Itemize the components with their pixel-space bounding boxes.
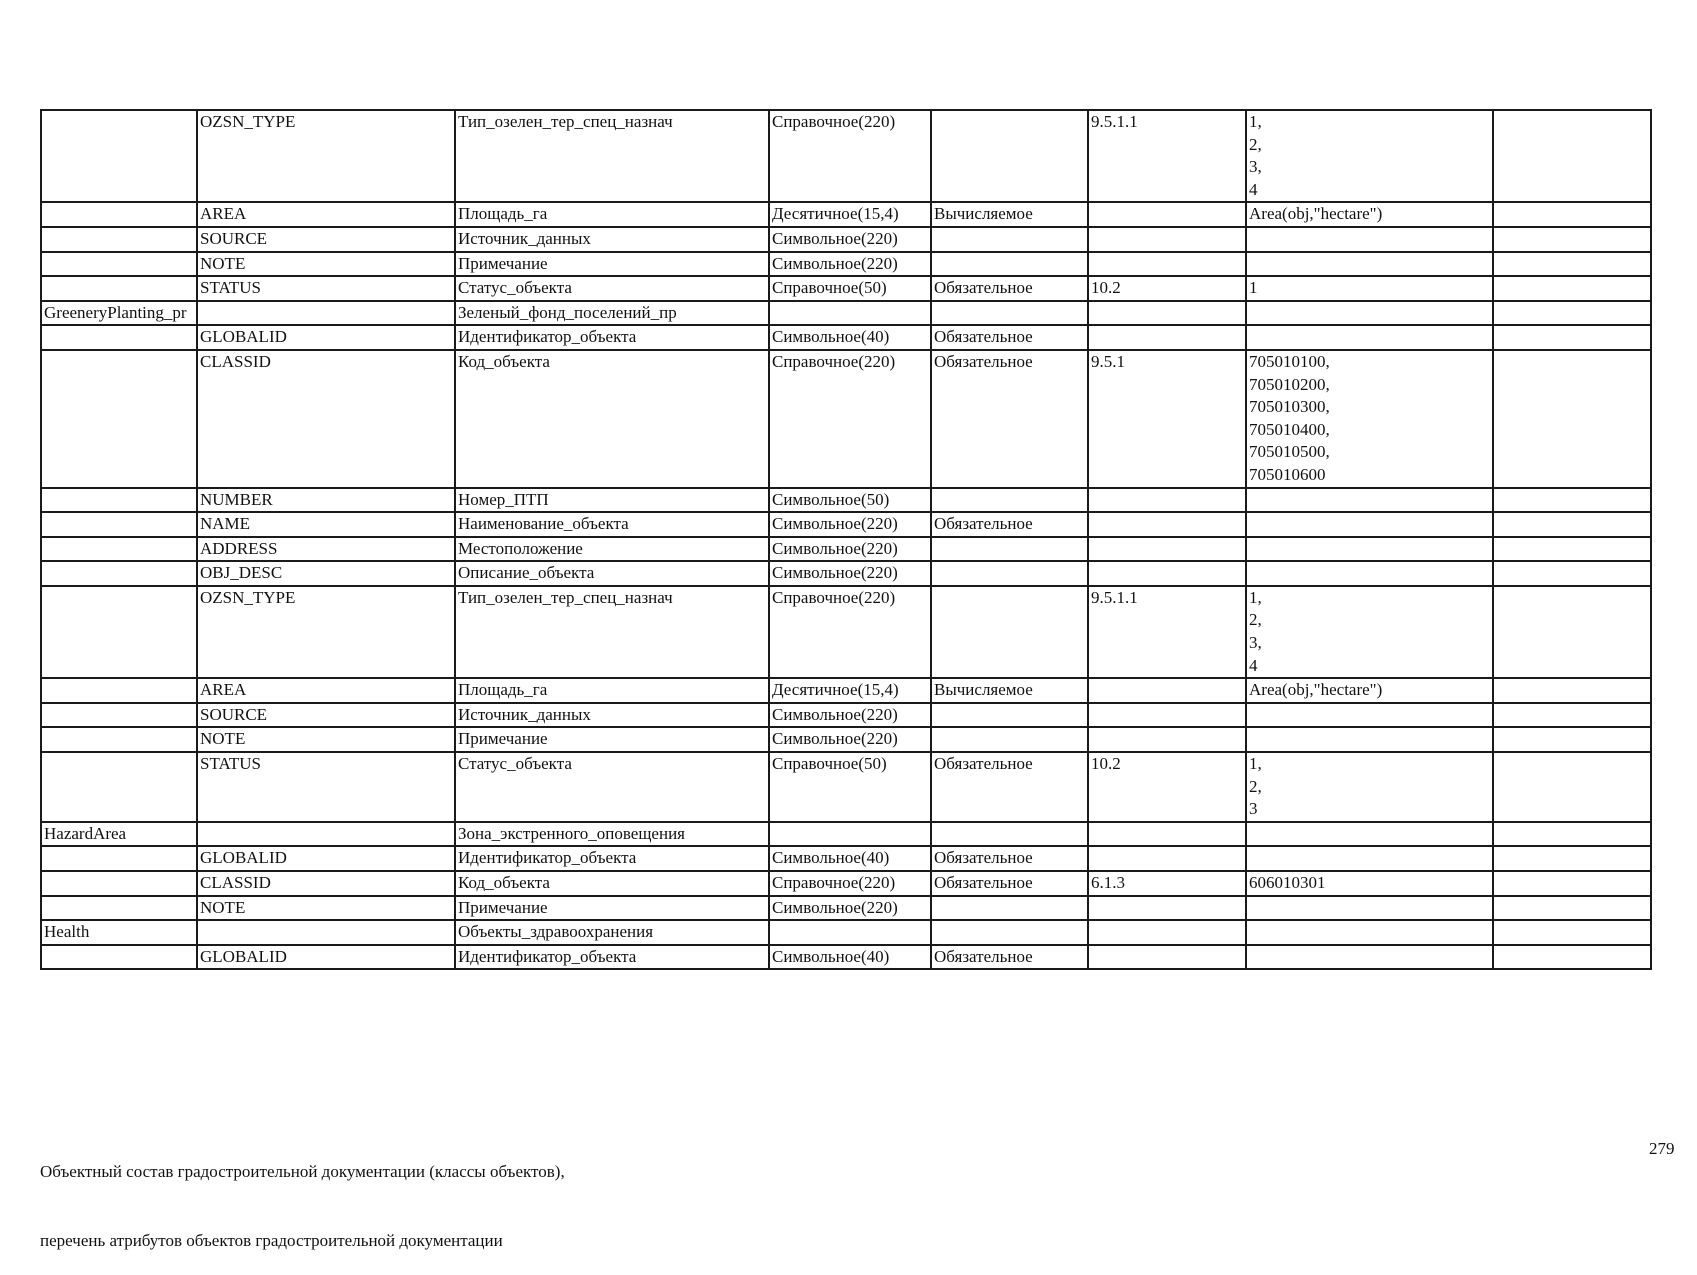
requirement-cell: Обязательное [931,871,1088,896]
table-row [41,325,1651,350]
field-name-cell: SOURCE [197,703,455,728]
class-name-cell [41,871,197,896]
class-name-cell [41,252,197,277]
values-cell: Area(obj,"hectare") [1246,678,1493,703]
field-type-cell: Десятичное(15,4) [769,202,931,227]
field-alias-cell: Код_объекта [455,350,769,488]
values-cell [1246,822,1493,847]
field-alias-cell: Номер_ПТП [455,488,769,513]
field-alias-cell: Площадь_га [455,678,769,703]
field-type-cell [769,822,931,847]
field-alias-cell: Наименование_объекта [455,512,769,537]
field-type-cell [769,301,931,326]
section-ref-cell [1088,252,1246,277]
field-name-cell: SOURCE [197,227,455,252]
values-cell [1246,727,1493,752]
footer-line-1: Объектный состав градостроительной документации (классы объектов), [40,1162,565,1181]
field-type-cell: Справочное(50) [769,752,931,822]
field-name-cell [197,920,455,945]
notes-cell [1493,276,1651,301]
requirement-cell [931,537,1088,562]
field-name-cell: AREA [197,202,455,227]
notes-cell [1493,920,1651,945]
table-row [41,822,1651,847]
field-type-cell: Символьное(220) [769,512,931,537]
requirement-cell [931,586,1088,678]
requirement-cell: Вычисляемое [931,678,1088,703]
values-cell [1246,301,1493,326]
section-ref-cell [1088,822,1246,847]
requirement-cell [931,227,1088,252]
field-type-cell: Справочное(220) [769,586,931,678]
table-row [41,488,1651,513]
field-type-cell: Символьное(220) [769,537,931,562]
table-row [41,301,1651,326]
field-name-cell: NOTE [197,896,455,921]
requirement-cell: Обязательное [931,945,1088,970]
section-ref-cell [1088,512,1246,537]
notes-cell [1493,703,1651,728]
section-ref-cell [1088,488,1246,513]
section-ref-cell [1088,846,1246,871]
table-row [41,252,1651,277]
section-ref-cell [1088,945,1246,970]
values-cell: 606010301 [1246,871,1493,896]
notes-cell [1493,945,1651,970]
requirement-cell: Вычисляемое [931,202,1088,227]
notes-cell [1493,227,1651,252]
field-name-cell [197,301,455,326]
requirement-cell: Обязательное [931,512,1088,537]
field-alias-cell: Местоположение [455,537,769,562]
field-alias-cell: Статус_объекта [455,752,769,822]
values-cell [1246,561,1493,586]
section-ref-cell [1088,896,1246,921]
table-row [41,678,1651,703]
field-alias-cell: Примечание [455,896,769,921]
table-row [41,110,1651,202]
field-type-cell: Символьное(220) [769,561,931,586]
field-alias-cell: Примечание [455,727,769,752]
field-alias-cell: Идентификатор_объекта [455,846,769,871]
field-alias-cell: Источник_данных [455,227,769,252]
values-cell: 1, 2, 3 [1246,752,1493,822]
notes-cell [1493,325,1651,350]
section-ref-cell: 10.2 [1088,752,1246,822]
table-row [41,920,1651,945]
values-cell [1246,945,1493,970]
notes-cell [1493,871,1651,896]
field-alias-cell: Идентификатор_объекта [455,325,769,350]
class-name-cell [41,678,197,703]
class-name-cell [41,512,197,537]
class-name-cell [41,537,197,562]
field-type-cell: Справочное(220) [769,871,931,896]
field-name-cell: NAME [197,512,455,537]
field-type-cell: Справочное(50) [769,276,931,301]
section-ref-cell [1088,325,1246,350]
requirement-cell: Обязательное [931,752,1088,822]
requirement-cell [931,703,1088,728]
field-name-cell: CLASSID [197,871,455,896]
field-type-cell: Символьное(40) [769,846,931,871]
field-alias-cell: Статус_объекта [455,276,769,301]
field-type-cell: Символьное(40) [769,945,931,970]
requirement-cell [931,822,1088,847]
notes-cell [1493,846,1651,871]
field-name-cell: NOTE [197,727,455,752]
field-name-cell [197,822,455,847]
class-name-cell [41,945,197,970]
table-row [41,537,1651,562]
field-name-cell: STATUS [197,752,455,822]
class-name-cell: GreeneryPlanting_pr [41,301,197,326]
requirement-cell: Обязательное [931,325,1088,350]
values-cell [1246,227,1493,252]
field-type-cell: Десятичное(15,4) [769,678,931,703]
notes-cell [1493,202,1651,227]
requirement-cell: Обязательное [931,846,1088,871]
class-name-cell [41,846,197,871]
class-name-cell [41,752,197,822]
section-ref-cell [1088,227,1246,252]
field-type-cell [769,920,931,945]
field-alias-cell: Примечание [455,252,769,277]
requirement-cell: Обязательное [931,276,1088,301]
requirement-cell [931,896,1088,921]
notes-cell [1493,586,1651,678]
attributes-table-body [41,110,1651,969]
values-cell [1246,325,1493,350]
class-name-cell [41,325,197,350]
section-ref-cell [1088,301,1246,326]
table-row [41,512,1651,537]
table-row [41,871,1651,896]
requirement-cell [931,488,1088,513]
section-ref-cell: 9.5.1.1 [1088,586,1246,678]
table-row [41,350,1651,488]
class-name-cell [41,561,197,586]
requirement-cell [931,301,1088,326]
field-alias-cell: Источник_данных [455,703,769,728]
field-type-cell: Символьное(220) [769,727,931,752]
section-ref-cell [1088,727,1246,752]
field-type-cell: Справочное(220) [769,350,931,488]
class-name-cell: HazardArea [41,822,197,847]
notes-cell [1493,110,1651,202]
field-type-cell: Символьное(50) [769,488,931,513]
requirement-cell [931,252,1088,277]
notes-cell [1493,350,1651,488]
section-ref-cell: 9.5.1 [1088,350,1246,488]
values-cell: 1, 2, 3, 4 [1246,110,1493,202]
field-alias-cell: Тип_озелен_тер_спец_назнач [455,110,769,202]
notes-cell [1493,752,1651,822]
field-type-cell: Символьное(220) [769,703,931,728]
notes-cell [1493,822,1651,847]
table-row [41,752,1651,822]
section-ref-cell [1088,561,1246,586]
field-name-cell: GLOBALID [197,945,455,970]
class-name-cell [41,703,197,728]
class-name-cell [41,896,197,921]
values-cell: 1, 2, 3, 4 [1246,586,1493,678]
class-name-cell: Health [41,920,197,945]
values-cell: 705010100, 705010200, 705010300, 705010400, 705010500, 705010600 [1246,350,1493,488]
notes-cell [1493,561,1651,586]
field-type-cell: Символьное(220) [769,252,931,277]
field-name-cell: OZSN_TYPE [197,110,455,202]
class-name-cell [41,727,197,752]
table-row [41,945,1651,970]
values-cell [1246,703,1493,728]
values-cell [1246,920,1493,945]
requirement-cell [931,727,1088,752]
field-name-cell: AREA [197,678,455,703]
table-row [41,846,1651,871]
document-footer [40,1114,565,1275]
section-ref-cell [1088,202,1246,227]
requirement-cell [931,920,1088,945]
class-name-cell [41,586,197,678]
field-alias-cell: Описание_объекта [455,561,769,586]
section-ref-cell [1088,537,1246,562]
field-alias-cell: Зеленый_фонд_поселений_пр [455,301,769,326]
class-name-cell [41,488,197,513]
field-alias-cell: Идентификатор_объекта [455,945,769,970]
table-row [41,586,1651,678]
requirement-cell [931,561,1088,586]
field-alias-cell: Код_объекта [455,871,769,896]
attributes-table [40,109,1652,970]
notes-cell [1493,678,1651,703]
notes-cell [1493,252,1651,277]
table-row [41,561,1651,586]
footer-line-2: перечень атрибутов объектов градостроительной документации [40,1231,503,1250]
field-alias-cell: Зона_экстренного_оповещения [455,822,769,847]
values-cell [1246,512,1493,537]
notes-cell [1493,727,1651,752]
notes-cell [1493,488,1651,513]
section-ref-cell: 9.5.1.1 [1088,110,1246,202]
section-ref-cell [1088,920,1246,945]
class-name-cell [41,350,197,488]
field-alias-cell: Объекты_здравоохранения [455,920,769,945]
field-name-cell: NOTE [197,252,455,277]
field-type-cell: Символьное(40) [769,325,931,350]
section-ref-cell: 6.1.3 [1088,871,1246,896]
field-name-cell: GLOBALID [197,325,455,350]
class-name-cell [41,202,197,227]
field-type-cell: Символьное(220) [769,227,931,252]
section-ref-cell [1088,678,1246,703]
values-cell: Area(obj,"hectare") [1246,202,1493,227]
class-name-cell [41,110,197,202]
table-row [41,202,1651,227]
field-name-cell: CLASSID [197,350,455,488]
field-name-cell: GLOBALID [197,846,455,871]
notes-cell [1493,512,1651,537]
values-cell [1246,846,1493,871]
field-name-cell: ADDRESS [197,537,455,562]
values-cell [1246,896,1493,921]
table-row [41,227,1651,252]
section-ref-cell: 10.2 [1088,276,1246,301]
values-cell: 1 [1246,276,1493,301]
table-row [41,703,1651,728]
class-name-cell [41,227,197,252]
field-type-cell: Символьное(220) [769,896,931,921]
values-cell [1246,537,1493,562]
requirement-cell [931,110,1088,202]
field-name-cell: NUMBER [197,488,455,513]
field-alias-cell: Площадь_га [455,202,769,227]
section-ref-cell [1088,703,1246,728]
table-row [41,896,1651,921]
class-name-cell [41,276,197,301]
notes-cell [1493,537,1651,562]
table-row [41,727,1651,752]
field-name-cell: OBJ_DESC [197,561,455,586]
field-name-cell: STATUS [197,276,455,301]
values-cell [1246,252,1493,277]
field-name-cell: OZSN_TYPE [197,586,455,678]
values-cell [1246,488,1493,513]
page-number: 279 [1649,1139,1675,1158]
notes-cell [1493,896,1651,921]
notes-cell [1493,301,1651,326]
table-row [41,276,1651,301]
field-alias-cell: Тип_озелен_тер_спец_назнач [455,586,769,678]
requirement-cell: Обязательное [931,350,1088,488]
field-type-cell: Справочное(220) [769,110,931,202]
